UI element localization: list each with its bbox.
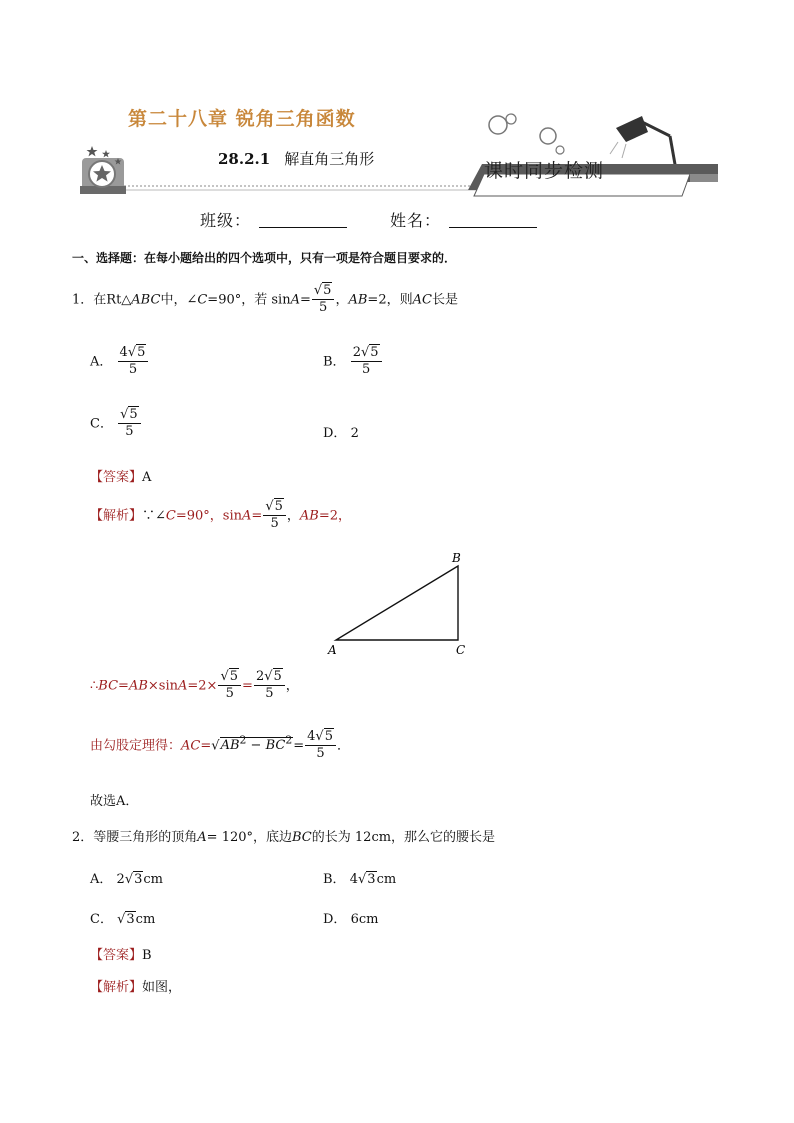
q2-option-b[interactable]: B． 4√3cm <box>323 872 397 887</box>
question-2-stem: 2．等腰三角形的顶角A= 120°，底边BC的长为 12cm，那么它的腰长是 <box>72 830 496 845</box>
q2-option-a[interactable]: A． 2√3cm <box>90 872 163 887</box>
q1-text: 中，∠ <box>160 292 198 308</box>
bubble-icon <box>506 114 516 124</box>
star-badge-icon <box>80 146 126 194</box>
q1-option-d[interactable]: D． 2 <box>323 426 359 441</box>
q1-option-b[interactable]: B． $\frac{2√5}{5}$ <box>323 346 383 378</box>
q1-analysis-line1: 【解析】∵∠C=90°，sinA= $\frac{√5}{5}$ ，AB=2， <box>90 499 352 532</box>
class-field[interactable] <box>200 208 347 231</box>
vertex-label-b: B <box>452 551 461 565</box>
q1-number: 1．在 <box>72 292 107 308</box>
section-title <box>218 148 374 169</box>
q1-conclusion: 故选A． <box>90 794 139 809</box>
badge-text: 课时同步检测 <box>484 160 605 182</box>
section-name: 解直角三角形 <box>284 150 375 168</box>
vertex-label-c: C <box>456 643 466 657</box>
bubble-icon <box>489 116 507 134</box>
q1-rt: Rt△ <box>106 292 132 308</box>
section-number: 28.2.1 <box>218 150 271 168</box>
q1-analysis-line3: 由勾股定理得：$AC=√AB^2 - BC^2=$ $\frac{4√5}{5}$ ． <box>90 729 350 762</box>
section-instructions: 一、选择题：在每小题给出的四个选项中，只有一项是符合题目要求的． <box>72 251 457 265</box>
q2-option-d[interactable]: D． 6cm <box>323 912 379 927</box>
q1-angle-c: C <box>197 292 208 308</box>
q1-analysis-line2: ∴BC=AB×sinA=2× $\frac{√5}{5}$ = $\frac{2√5}{5}$ ， <box>90 669 299 702</box>
triangle-abc <box>336 566 458 640</box>
q1-ab: AB <box>348 292 368 308</box>
question-1-stem <box>72 284 458 316</box>
q1-text: 长是 <box>431 292 458 308</box>
q1-angle-a: A <box>290 292 300 308</box>
bubble-icon <box>540 128 556 144</box>
class-label: 班级： <box>200 211 252 230</box>
q2-answer: 【答案】B <box>90 948 152 963</box>
q1-option-c[interactable]: C． $\frac{√5}{5}$ <box>90 408 142 440</box>
q1-ac: AC <box>412 292 432 308</box>
class-blank[interactable] <box>259 213 347 228</box>
q1-text: =2，则 <box>367 292 413 308</box>
q1-answer: 【答案】A <box>90 470 152 485</box>
q1-option-a[interactable]: A． $\frac{4√5}{5}$ <box>90 346 149 378</box>
triangle-figure <box>322 548 472 660</box>
q1-text: =90°，若 sin <box>207 292 291 308</box>
name-blank[interactable] <box>449 213 537 228</box>
chapter-title: 第二十八章 锐角三角函数 <box>128 108 356 130</box>
q1-equals: = <box>299 292 311 308</box>
q1-abc: ABC <box>131 292 161 308</box>
vertex-label-a: A <box>328 643 337 657</box>
q1-sin-fraction: $\frac{√5}{5}$ <box>312 284 335 316</box>
q2-option-c[interactable]: C． √3cm <box>90 912 156 927</box>
name-label: 姓名： <box>390 211 442 230</box>
name-field[interactable] <box>390 208 537 231</box>
q1-text: ， <box>335 292 349 308</box>
q2-analysis: 【解析】如图， <box>90 980 182 995</box>
bubble-icon <box>556 146 564 154</box>
